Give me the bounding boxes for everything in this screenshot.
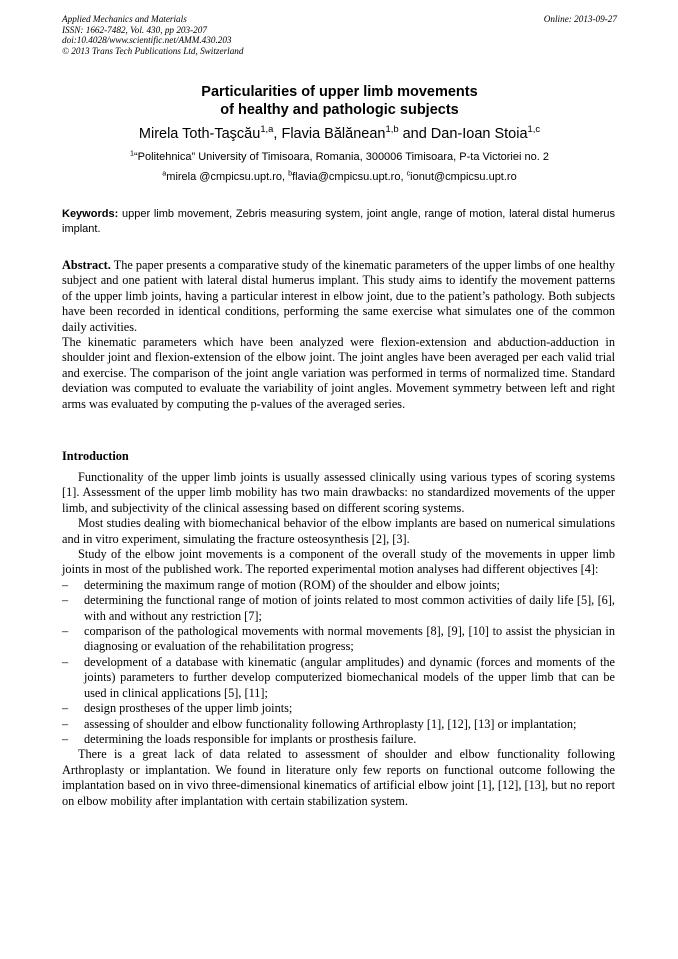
dash-bullet: – [62, 577, 69, 592]
title-line-1: Particularities of upper limb movements [201, 84, 478, 100]
abstract-text-1: The paper presents a comparative study of the kinematic parameters of the upper limbs of one healthy subject and one patient with lateral distal humerus implant. This study aims to identify the movement patterns of the upper limb joints, having a particular interest in elbow joint, due to the patient’s pathology. Both subjects have been recorded in identical conditions, performing the same exercise what simulates one of the common daily activities. [62, 258, 615, 334]
email-marker-b: b [288, 169, 293, 178]
list-item-text: determining the loads responsible for implants or prosthesis failure. [84, 731, 417, 746]
online-date: Online: 2013-09-27 [543, 14, 617, 24]
keywords-label: Keywords: [62, 208, 119, 220]
abstract-paragraph-1 [62, 258, 615, 335]
affiliation-marker: 1 [130, 149, 135, 158]
list-item-text: assessing of shoulder and elbow functionality following Arthroplasty [1], [12], [13] or implantation; [84, 716, 577, 731]
copyright-line: © 2013 Trans Tech Publications Ltd, Switzerland [62, 45, 244, 56]
dash-bullet: – [62, 716, 69, 731]
author-list [62, 125, 617, 143]
email-b: flavia@cmpicsu.upt.ro, [292, 171, 407, 183]
author-1-affiliation: 1,a [260, 123, 274, 135]
abstract [62, 258, 615, 412]
list-item [62, 624, 615, 655]
list-item [62, 655, 615, 701]
author-2-affiliation: 1,b [385, 123, 399, 135]
keywords-text: upper limb movement, Zebris measuring system, joint angle, range of motion, lateral distal humerus implant. [62, 208, 615, 235]
intro-paragraph-2: Most studies dealing with biomechanical behavior of the elbow implants are based on numerical simulations and in vitro experiment, simulating the fracture osteosynthesis [2], [3]. [62, 516, 615, 546]
email-marker-a: a [162, 169, 167, 178]
journal-name: Applied Mechanics and Materials [62, 14, 187, 24]
author-3-affiliation: 1,c [527, 123, 541, 135]
list-item [62, 593, 615, 624]
list-item [62, 732, 615, 747]
paper-title [62, 83, 617, 119]
intro-paragraph-4: There is a great lack of data related to assessment of shoulder and elbow functionality following Arthroplasty or implantation. We found in literature only few reports on functional outcome following the implantation based on in vivo three-dimensional kinematics of artificial elbow joint [1], [12], [13], but no report on elbow mobility after implantation with certain stabilization system. [62, 747, 615, 808]
abstract-paragraph-2: The kinematic parameters which have been analyzed were flexion-extension and abduction-adduction in shoulder joint and flexion-extension of the elbow joint. The joint angles have been averaged per each valid trial and exercise. The comparison of the joint angle variation was performed in terms of normalized time. Standard deviation was computed to evaluate the variability of joint angles. Movement symmetry between left and right arms was evaluated by computing the p-values of the averaged series. [62, 335, 615, 411]
list-item [62, 701, 615, 716]
objectives-list [62, 578, 615, 747]
author-emails [62, 170, 617, 184]
dash-bullet: – [62, 593, 69, 608]
list-item-text: development of a database with kinematic (angular amplitudes) and dynamic (forces and moments of the joints) parameters to further develop computerized biomechanical models of the upper limb that can be used in clinical applications [5], [11]; [84, 654, 615, 700]
author-separator: , [273, 126, 282, 142]
list-item-text: comparison of the pathological movements with normal movements [8], [9], [10] to assist the physician in diagnosing or evaluation of the rehabilitation progress; [84, 624, 615, 654]
author-separator: and [398, 126, 431, 142]
doi-line: doi:10.4028/www.scientific.net/AMM.430.203 [62, 35, 232, 46]
title-line-2: of healthy and pathologic subjects [220, 102, 459, 118]
dash-bullet: – [62, 624, 69, 639]
author-2: Flavia Bălănean [281, 126, 386, 142]
dash-bullet: – [62, 701, 69, 716]
author-3: Dan-Ioan Stoia [430, 126, 528, 142]
dash-bullet: – [62, 731, 69, 746]
abstract-label: Abstract. [62, 258, 111, 272]
intro-paragraph-1: Functionality of the upper limb joints is usually assessed clinically using various types of scoring systems [1]. Assessment of the upper limb mobility has two main drawbacks: no standardized movements of the upper limb, and subjectivity of the clinical assessing based on different scoring systems. [62, 470, 615, 515]
affiliation-text: “Politehnica” University of Timisoara, Romania, 300006 Timisoara, P-ta Victoriei no. 2 [134, 151, 549, 163]
list-item-text: determining the functional range of motion of joints related to most common activities of daily life [5], [6], with and without any restriction [7]; [84, 593, 615, 623]
keywords [62, 207, 615, 236]
introduction-section [62, 470, 615, 809]
list-item [62, 717, 615, 732]
issn-line: ISSN: 1662-7482, Vol. 430, pp 203-207 [62, 24, 207, 35]
email-c: ionut@cmpicsu.upt.ro [410, 171, 517, 183]
email-marker-c: c [406, 169, 411, 178]
dash-bullet: – [62, 654, 69, 669]
list-item-text: design prostheses of the upper limb joints; [84, 701, 293, 716]
affiliation [62, 150, 617, 164]
email-a: mirela @cmpicsu.upt.ro, [166, 171, 289, 183]
list-item [62, 578, 615, 593]
intro-paragraph-3: Study of the elbow joint movements is a component of the overall study of the movements in upper limb joints in most of the published work. The reported experimental motion analyses had different objectives [4]: [62, 547, 615, 577]
author-1: Mirela Toth-Taşcău [138, 126, 261, 142]
journal-header [62, 14, 617, 56]
list-item-text: determining the maximum range of motion (ROM) of the shoulder and elbow joints; [84, 577, 500, 592]
section-heading-introduction: Introduction [62, 449, 129, 463]
